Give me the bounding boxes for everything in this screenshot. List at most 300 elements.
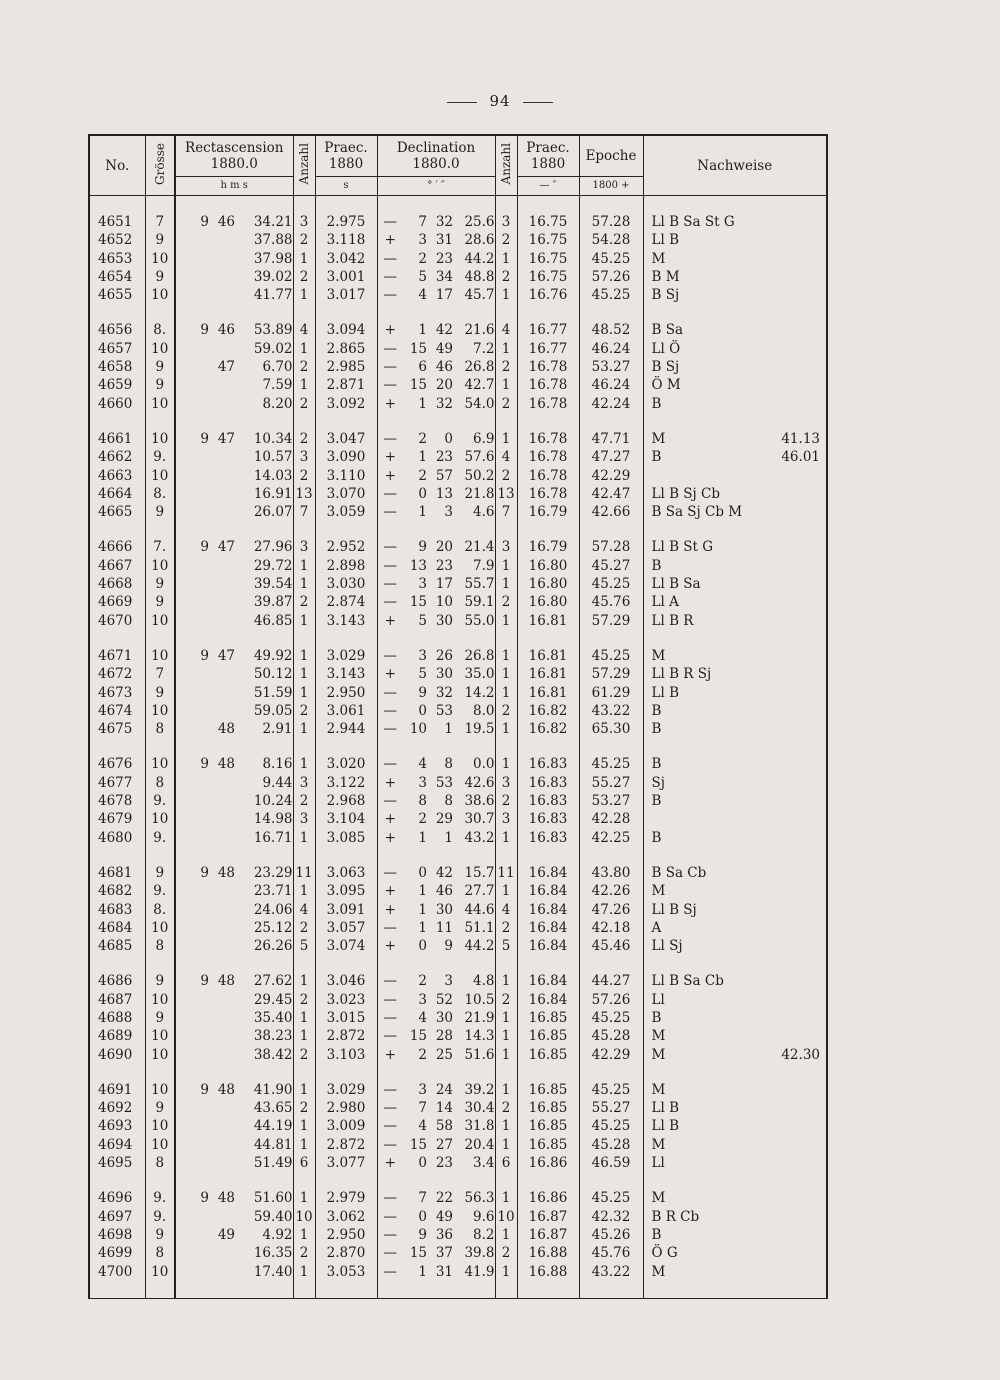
dec-count: 2	[495, 395, 517, 413]
magnitude: 9	[145, 593, 175, 611]
dec-degrees: 2	[418, 1046, 427, 1063]
dec-count: 7	[495, 503, 517, 521]
extra-value	[777, 503, 827, 521]
table-row	[89, 919, 827, 937]
dec-count: 6	[495, 1154, 517, 1172]
dec-seconds: 55.7	[453, 575, 495, 593]
references: M	[651, 647, 666, 664]
ra-precession: 2.870	[315, 1244, 377, 1262]
table-row	[89, 792, 827, 810]
ra-precession: 3.143	[315, 612, 377, 630]
dec-seconds: 30.7	[453, 810, 495, 828]
epoch: 46.59	[579, 1154, 643, 1172]
ra-seconds: 10.57	[235, 448, 293, 466]
epoch: 42.25	[579, 829, 643, 847]
extra-value	[777, 612, 827, 630]
epoch: 42.66	[579, 503, 643, 521]
ra-count: 1	[293, 1027, 315, 1045]
references: Ll A	[651, 594, 679, 611]
table-row	[89, 503, 827, 521]
ra-count: 1	[293, 340, 315, 358]
epoch: 45.46	[579, 937, 643, 955]
dec-count: 2	[495, 919, 517, 937]
table-row	[89, 485, 827, 503]
ra-count: 1	[293, 376, 315, 394]
ra-minutes	[209, 937, 235, 955]
table-row	[89, 684, 827, 702]
dec-count: 2	[495, 231, 517, 249]
dec-sign: —	[383, 1208, 397, 1225]
ra-seconds: 41.77	[235, 286, 293, 304]
dec-degrees: 1	[418, 395, 427, 412]
dec-sign: +	[384, 232, 396, 249]
dec-precession: 16.85	[517, 1046, 579, 1064]
ra-minutes	[209, 1046, 235, 1064]
dec-sign: —	[383, 793, 397, 810]
dec-count: 2	[495, 991, 517, 1009]
references: Ll Ö	[651, 340, 681, 357]
star-number: 4695	[89, 1154, 145, 1172]
table-row	[89, 395, 827, 413]
dec-degrees: 1	[418, 919, 427, 936]
dec-degrees: 1	[418, 322, 427, 339]
star-number: 4683	[89, 901, 145, 919]
table-row	[89, 1208, 827, 1226]
dec-seconds: 45.7	[453, 286, 495, 304]
dec-precession: 16.85	[517, 1027, 579, 1045]
dec-precession: 16.78	[517, 358, 579, 376]
dec-minutes: 30	[435, 1009, 453, 1026]
epoch: 45.25	[579, 250, 643, 268]
ra-count: 2	[293, 358, 315, 376]
table-row	[89, 1009, 827, 1027]
magnitude: 9	[145, 1226, 175, 1244]
ra-minutes: 47	[217, 430, 235, 447]
ra-hours: 9	[200, 1081, 209, 1098]
ra-seconds: 17.40	[235, 1263, 293, 1281]
dec-precession: 16.78	[517, 430, 579, 448]
dec-degrees: 0	[418, 864, 427, 881]
dec-seconds: 25.6	[453, 213, 495, 231]
praec-dec-unit: — ″	[517, 177, 579, 196]
table-row	[89, 1117, 827, 1135]
ra-count: 2	[293, 919, 315, 937]
magnitude: 10	[145, 1117, 175, 1135]
magnitude: 8.	[145, 485, 175, 503]
dec-minutes: 49	[435, 340, 453, 357]
ra-precession: 3.074	[315, 937, 377, 955]
ra-precession: 2.950	[315, 1226, 377, 1244]
references: B	[651, 829, 662, 846]
dec-sign: +	[384, 901, 396, 918]
ra-hours	[175, 1046, 209, 1064]
magnitude: 9	[145, 1009, 175, 1027]
references: M	[651, 1028, 666, 1045]
ra-precession: 3.015	[315, 1009, 377, 1027]
table-row	[89, 810, 827, 828]
star-number: 4673	[89, 684, 145, 702]
ra-minutes	[209, 448, 235, 466]
dec-degrees: 4	[418, 1009, 427, 1026]
magnitude: 10	[145, 1027, 175, 1045]
ra-hours	[175, 702, 209, 720]
star-number: 4679	[89, 810, 145, 828]
epoch: 45.27	[579, 557, 643, 575]
dec-seconds: 54.0	[453, 395, 495, 413]
extra-value	[777, 1117, 827, 1135]
ra-minutes	[209, 231, 235, 249]
dec-count: 2	[495, 1244, 517, 1262]
table-row	[89, 593, 827, 611]
epoch: 45.25	[579, 1081, 643, 1099]
dec-precession: 16.85	[517, 1081, 579, 1099]
dec-precession: 16.81	[517, 684, 579, 702]
dec-degrees: 4	[418, 756, 427, 773]
magnitude: 10	[145, 340, 175, 358]
star-number: 4664	[89, 485, 145, 503]
ra-hours	[175, 937, 209, 955]
dec-count: 1	[495, 755, 517, 773]
ra-minutes	[209, 1244, 235, 1262]
dec-seconds: 20.4	[453, 1136, 495, 1154]
ra-precession: 3.017	[315, 286, 377, 304]
epoch: 45.25	[579, 647, 643, 665]
dec-seconds: 19.5	[453, 720, 495, 738]
table-row	[89, 612, 827, 630]
dec-degrees: 2	[418, 467, 427, 484]
dec-degrees: 9	[418, 539, 427, 556]
ra-seconds: 26.26	[235, 937, 293, 955]
table-row	[89, 1263, 827, 1281]
star-number: 4660	[89, 395, 145, 413]
dec-sign: —	[383, 973, 397, 990]
dec-minutes: 29	[435, 811, 453, 828]
ra-hours	[175, 340, 209, 358]
ra-hours	[175, 1244, 209, 1262]
magnitude: 10	[145, 991, 175, 1009]
dec-sign: —	[383, 287, 397, 304]
dec-minutes: 52	[435, 991, 453, 1008]
ra-seconds: 34.21	[235, 213, 293, 231]
ra-seconds: 53.89	[235, 321, 293, 339]
dec-sign: —	[383, 250, 397, 267]
references: B	[651, 702, 662, 719]
ra-seconds: 51.49	[235, 1154, 293, 1172]
table-row	[89, 647, 827, 665]
star-number: 4663	[89, 467, 145, 485]
extra-value	[777, 467, 827, 485]
dec-degrees: 2	[418, 250, 427, 267]
extra-value	[777, 864, 827, 882]
epoch: 61.29	[579, 684, 643, 702]
dec-count: 4	[495, 321, 517, 339]
ra-minutes: 48	[217, 756, 235, 773]
references: M	[651, 1263, 666, 1280]
dec-precession: 16.78	[517, 376, 579, 394]
dec-minutes: 46	[435, 883, 453, 900]
ra-count: 1	[293, 1189, 315, 1207]
ra-seconds: 37.98	[235, 250, 293, 268]
table-row	[89, 557, 827, 575]
ra-minutes	[209, 1154, 235, 1172]
magnitude: 10	[145, 1046, 175, 1064]
magnitude: 7.	[145, 538, 175, 556]
ra-minutes	[209, 1099, 235, 1117]
ra-count: 1	[293, 720, 315, 738]
epoch: 45.25	[579, 755, 643, 773]
dec-seconds: 42.7	[453, 376, 495, 394]
dec-degrees: 15	[409, 340, 427, 357]
dec-seconds: 21.6	[453, 321, 495, 339]
col-praec-ra-header: Praec. 1880	[315, 135, 377, 177]
star-catalog-table	[88, 134, 828, 1299]
references: B	[651, 721, 662, 738]
dec-seconds: 31.8	[453, 1117, 495, 1135]
references: M	[651, 250, 666, 267]
dec-minutes: 27	[435, 1136, 453, 1153]
magnitude: 10	[145, 1136, 175, 1154]
dec-count: 3	[495, 538, 517, 556]
ra-count: 1	[293, 1117, 315, 1135]
magnitude: 10	[145, 647, 175, 665]
dec-minutes: 24	[435, 1081, 453, 1098]
star-number: 4651	[89, 213, 145, 231]
dec-seconds: 28.6	[453, 231, 495, 249]
references: A	[651, 919, 662, 936]
dec-sign: —	[383, 576, 397, 593]
ra-seconds: 41.90	[235, 1081, 293, 1099]
ra-seconds: 24.06	[235, 901, 293, 919]
col-ra-header: Rectascension 1880.0	[175, 135, 293, 177]
references: Ll B Sa	[651, 576, 701, 593]
table-row	[89, 1136, 827, 1154]
ra-hours	[175, 1136, 209, 1154]
references: Ll B Sa Cb	[651, 973, 724, 990]
ra-count: 1	[293, 755, 315, 773]
ra-hours	[175, 557, 209, 575]
ra-seconds: 23.71	[235, 882, 293, 900]
dec-count: 10	[495, 1208, 517, 1226]
extra-value	[777, 937, 827, 955]
epoch: 57.26	[579, 991, 643, 1009]
ra-precession: 2.950	[315, 684, 377, 702]
dec-count: 3	[495, 774, 517, 792]
ra-hours	[175, 1027, 209, 1045]
dec-sign: —	[383, 647, 397, 664]
ra-precession: 3.061	[315, 702, 377, 720]
ra-hours	[175, 612, 209, 630]
ra-hours	[175, 882, 209, 900]
ra-precession: 3.092	[315, 395, 377, 413]
dec-precession: 16.84	[517, 937, 579, 955]
ra-precession: 3.077	[315, 1154, 377, 1172]
references: Ll B	[651, 1100, 679, 1117]
dec-sign: —	[383, 684, 397, 701]
epoch: 47.27	[579, 448, 643, 466]
star-number: 4691	[89, 1081, 145, 1099]
dec-sign: —	[383, 539, 397, 556]
ra-count: 1	[293, 557, 315, 575]
ra-seconds: 59.40	[235, 1208, 293, 1226]
ra-count: 2	[293, 991, 315, 1009]
dec-count: 1	[495, 430, 517, 448]
extra-value	[777, 250, 827, 268]
dec-degrees: 6	[418, 359, 427, 376]
dec-minutes: 28	[435, 1028, 453, 1045]
col-praec-dec-header: Praec. 1880	[517, 135, 579, 177]
dec-sign: —	[383, 721, 397, 738]
extra-value	[777, 1009, 827, 1027]
dec-sign: +	[384, 1046, 396, 1063]
extra-value	[777, 1208, 827, 1226]
table-row	[89, 467, 827, 485]
ra-seconds: 43.65	[235, 1099, 293, 1117]
ra-hours	[175, 575, 209, 593]
dec-count: 1	[495, 1226, 517, 1244]
star-number: 4658	[89, 358, 145, 376]
magnitude: 8.	[145, 321, 175, 339]
references: B Sa Sj Cb M	[651, 504, 743, 521]
ra-count: 2	[293, 231, 315, 249]
dec-count: 1	[495, 972, 517, 990]
star-number: 4665	[89, 503, 145, 521]
ra-count: 3	[293, 810, 315, 828]
dec-minutes: 17	[435, 287, 453, 304]
references: Ll	[651, 991, 665, 1008]
ra-precession: 3.110	[315, 467, 377, 485]
ra-hours	[175, 503, 209, 521]
star-number: 4699	[89, 1244, 145, 1262]
dec-seconds: 6.9	[453, 430, 495, 448]
dec-seconds: 44.6	[453, 901, 495, 919]
star-number: 4694	[89, 1136, 145, 1154]
ra-count: 3	[293, 774, 315, 792]
dec-minutes: 3	[444, 973, 453, 990]
dec-count: 1	[495, 882, 517, 900]
references: Ll Sj	[651, 938, 683, 955]
epoch: 46.24	[579, 376, 643, 394]
epoch: 53.27	[579, 358, 643, 376]
dec-degrees: 0	[418, 1155, 427, 1172]
star-number: 4684	[89, 919, 145, 937]
dec-precession: 16.78	[517, 448, 579, 466]
dec-precession: 16.88	[517, 1244, 579, 1262]
star-number: 4677	[89, 774, 145, 792]
dec-minutes: 58	[435, 1118, 453, 1135]
dec-degrees: 10	[409, 721, 427, 738]
dec-minutes: 37	[435, 1245, 453, 1262]
magnitude: 10	[145, 702, 175, 720]
ra-count: 1	[293, 250, 315, 268]
epoch: 45.25	[579, 1189, 643, 1207]
dec-precession: 16.82	[517, 720, 579, 738]
table-row	[89, 358, 827, 376]
ra-precession: 3.091	[315, 901, 377, 919]
epoch: 42.24	[579, 395, 643, 413]
dec-count: 3	[495, 213, 517, 231]
ra-precession: 2.979	[315, 1189, 377, 1207]
ra-seconds: 16.71	[235, 829, 293, 847]
dec-count: 1	[495, 1046, 517, 1064]
ra-minutes	[209, 1263, 235, 1281]
dec-sign: +	[384, 774, 396, 791]
extra-value	[777, 321, 827, 339]
dec-precession: 16.83	[517, 810, 579, 828]
table-row	[89, 376, 827, 394]
extra-value	[777, 485, 827, 503]
extra-value	[777, 684, 827, 702]
ra-hours: 9	[200, 430, 209, 447]
ra-seconds: 14.03	[235, 467, 293, 485]
dec-minutes: 31	[435, 232, 453, 249]
dec-seconds: 59.1	[453, 593, 495, 611]
ra-seconds: 59.05	[235, 702, 293, 720]
ra-count: 1	[293, 665, 315, 683]
star-number: 4657	[89, 340, 145, 358]
ra-count: 11	[293, 864, 315, 882]
dec-sign: —	[383, 756, 397, 773]
ra-seconds: 29.72	[235, 557, 293, 575]
dec-count: 1	[495, 340, 517, 358]
dec-precession: 16.80	[517, 575, 579, 593]
star-number: 4655	[89, 286, 145, 304]
dec-degrees: 1	[418, 449, 427, 466]
ra-seconds: 50.12	[235, 665, 293, 683]
dec-count: 5	[495, 937, 517, 955]
ra-seconds: 39.02	[235, 268, 293, 286]
table-row	[89, 720, 827, 738]
magnitude: 9	[145, 972, 175, 990]
ra-hours	[175, 720, 209, 738]
ra-seconds: 16.91	[235, 485, 293, 503]
ra-precession: 2.865	[315, 340, 377, 358]
ra-minutes	[209, 376, 235, 394]
ra-hours	[175, 358, 209, 376]
ra-seconds: 14.98	[235, 810, 293, 828]
epoch: 47.71	[579, 430, 643, 448]
extra-value	[777, 1099, 827, 1117]
ra-count: 1	[293, 1136, 315, 1154]
epoch: 43.80	[579, 864, 643, 882]
dec-precession: 16.79	[517, 538, 579, 556]
ra-count: 1	[293, 1009, 315, 1027]
dec-precession: 16.78	[517, 395, 579, 413]
dec-minutes: 32	[435, 395, 453, 412]
dec-degrees: 3	[418, 774, 427, 791]
dec-precession: 16.80	[517, 593, 579, 611]
ra-minutes	[209, 665, 235, 683]
dec-minutes: 30	[435, 612, 453, 629]
dec-sign: —	[383, 430, 397, 447]
ra-count: 1	[293, 286, 315, 304]
star-number: 4668	[89, 575, 145, 593]
col-nachweise-header: Nachweise	[643, 135, 827, 196]
ra-count: 3	[293, 213, 315, 231]
table-row	[89, 991, 827, 1009]
ra-count: 6	[293, 1154, 315, 1172]
extra-value	[777, 1263, 827, 1281]
ra-minutes	[209, 1117, 235, 1135]
star-number: 4678	[89, 792, 145, 810]
star-number: 4690	[89, 1046, 145, 1064]
dec-precession: 16.84	[517, 972, 579, 990]
dec-seconds: 57.6	[453, 448, 495, 466]
dec-count: 2	[495, 792, 517, 810]
ra-minutes: 48	[217, 1081, 235, 1098]
dec-precession: 16.81	[517, 612, 579, 630]
ra-count: 1	[293, 684, 315, 702]
extra-value	[777, 1081, 827, 1099]
